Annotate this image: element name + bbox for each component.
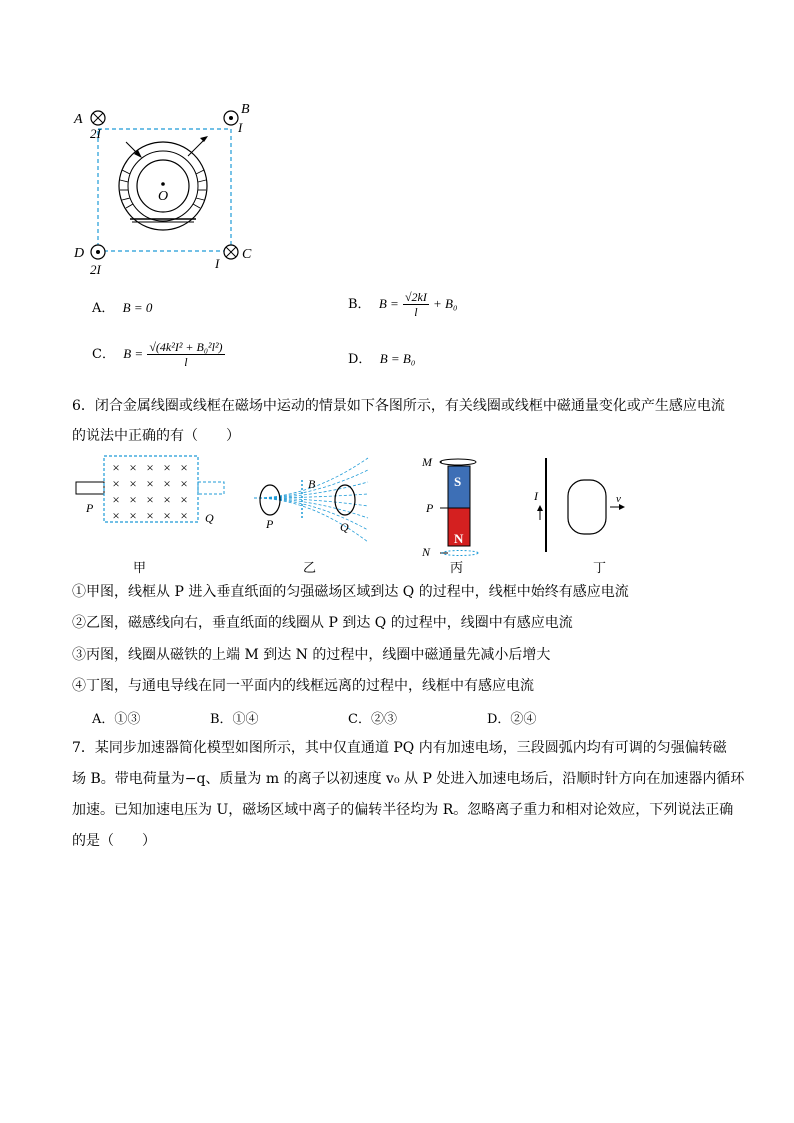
field-into-page-mark: × — [112, 508, 120, 523]
q5-option-d-letter: D． — [348, 352, 372, 367]
fig5-label-A: A — [74, 112, 83, 127]
q6-jia-label-Q: Q — [205, 511, 214, 525]
field-into-page-mark: × — [163, 476, 171, 491]
q6-stem-line2: 的说法中正确的有（ ） — [72, 428, 240, 444]
field-into-page-mark: × — [180, 508, 188, 523]
q6-jia-caption: 甲 — [133, 561, 147, 576]
field-into-page-mark: × — [146, 492, 154, 507]
q5-option-c-denominator: l — [184, 355, 188, 369]
fig5-label-C: C — [242, 247, 252, 262]
q5-option-a-expr: B = 0 — [122, 300, 153, 315]
q6-bing-label-P: P — [426, 501, 434, 515]
q5-option-a-letter: A． — [92, 301, 115, 316]
field-into-page-mark: × — [112, 492, 120, 507]
q5-option-b-letter: B． — [348, 297, 371, 312]
q5-option-b-tail: + B₀ — [433, 296, 458, 311]
q6-statement-4: ④丁图，与通电导线在同一平面内的线框远离的过程中，线框中有感应电流 — [72, 678, 534, 694]
field-into-page-mark: × — [129, 476, 137, 491]
fig5-label-O: O — [158, 189, 169, 204]
q5-option-b-fraction — [403, 290, 429, 319]
q6-option-d[interactable]: D．②④ — [487, 712, 537, 727]
q6-figure-ding — [528, 452, 638, 554]
field-into-page-mark: × — [163, 460, 171, 475]
field-into-page-mark: × — [180, 476, 188, 491]
q5-option-c-lhs: B = — [123, 346, 144, 361]
q6-yi-caption: 乙 — [303, 561, 317, 576]
q6-statement-2: ②乙图，磁感线向右，垂直纸面的线圈从 P 到达 Q 的过程中，线圈中有感应电流 — [72, 615, 573, 631]
q5-option-c-letter: C． — [92, 347, 115, 362]
fig5-current-B: I — [238, 120, 243, 135]
q5-option-d[interactable] — [348, 348, 415, 367]
q6-option-c[interactable]: C．②③ — [348, 712, 397, 727]
q5-option-c[interactable] — [92, 340, 225, 369]
q5-option-d-expr: B = B₀ — [379, 351, 416, 366]
q5-option-b-lhs: B = — [378, 296, 399, 311]
q6-yi-label-Q: Q — [340, 520, 349, 534]
field-into-page-mark: × — [163, 492, 171, 507]
field-into-page-mark: × — [180, 492, 188, 507]
q6-figure-yi — [250, 452, 375, 554]
q5-option-b-numerator: √2kI — [404, 290, 427, 304]
q6-yi-label-B: B — [308, 477, 316, 491]
q6-option-a[interactable]: A．①③ — [92, 712, 141, 727]
fig5-label-D: D — [74, 246, 85, 261]
q6-figure-jia — [72, 452, 232, 554]
q6-statement-1: ①甲图，线框从 P 进入垂直纸面的匀强磁场区域到达 Q 的过程中，线框中始终有感应电流 — [72, 584, 629, 600]
fig5-label-B: B — [241, 102, 250, 117]
q5-option-c-numerator: √(4k²I² + B₀²l²) — [149, 340, 223, 354]
field-into-page-mark: × — [163, 508, 171, 523]
q7-line4: 的是（ ） — [72, 833, 156, 849]
field-into-page-mark: × — [129, 508, 137, 523]
q6-stem-line1: 6．闭合金属线圈或线框在磁场中运动的情景如下各图所示，有关线圈或线框中磁通量变化或产生感应电流 — [72, 398, 725, 414]
q5-option-c-fraction — [147, 340, 224, 369]
q7-line1: 7．某同步加速器简化模型如图所示，其中仅直通道 PQ 内有加速电场，三段圆弧内均有可调的匀强偏转磁 — [72, 740, 727, 756]
q6-bing-caption: 丙 — [450, 561, 464, 576]
q6-bing-pole-N: N — [454, 531, 464, 546]
field-into-page-mark: × — [146, 476, 154, 491]
q6-ding-label-v: v — [616, 493, 621, 505]
fig5-wire-square-diagram — [70, 100, 270, 280]
fig5-current-D: 2I — [90, 262, 101, 277]
q7-line2: 场 B。带电荷量为−q、质量为 m 的离子以初速度 v₀ 从 P 处进入加速电场后，沿顺时针方向在加速器内循环 — [72, 771, 745, 787]
q6-figure-bing — [418, 452, 490, 558]
q7-line3: 加速。已知加速电压为 U，磁场区域中离子的偏转半径均为 R。忽略离子重力和相对论效应，下列说法正确 — [72, 802, 734, 818]
fig5-current-C: I — [215, 256, 220, 271]
field-into-page-mark: × — [180, 460, 188, 475]
q6-bing-label-M: M — [422, 455, 432, 469]
q6-jia-label-P: P — [86, 501, 94, 515]
field-into-page-mark: × — [129, 492, 137, 507]
q6-statement-3: ③丙图，线圈从磁铁的上端 M 到达 N 的过程中，线圈中磁通量先减小后增大 — [72, 647, 551, 663]
field-into-page-mark: × — [146, 460, 154, 475]
q6-ding-label-I: I — [534, 489, 538, 503]
q5-option-b[interactable] — [348, 290, 457, 319]
q6-ding-caption: 丁 — [593, 561, 607, 576]
field-into-page-mark: × — [112, 476, 120, 491]
q6-yi-label-P: P — [266, 517, 274, 531]
field-into-page-mark: × — [129, 460, 137, 475]
q6-option-b[interactable]: B．①④ — [210, 712, 259, 727]
field-into-page-mark: × — [112, 460, 120, 475]
q6-bing-label-N: N — [422, 545, 431, 558]
q5-option-b-denominator: l — [414, 305, 418, 319]
q5-option-a[interactable] — [92, 297, 152, 316]
field-into-page-mark: × — [146, 508, 154, 523]
q6-bing-pole-S: S — [454, 474, 462, 489]
fig5-current-A: 2I — [90, 126, 101, 141]
